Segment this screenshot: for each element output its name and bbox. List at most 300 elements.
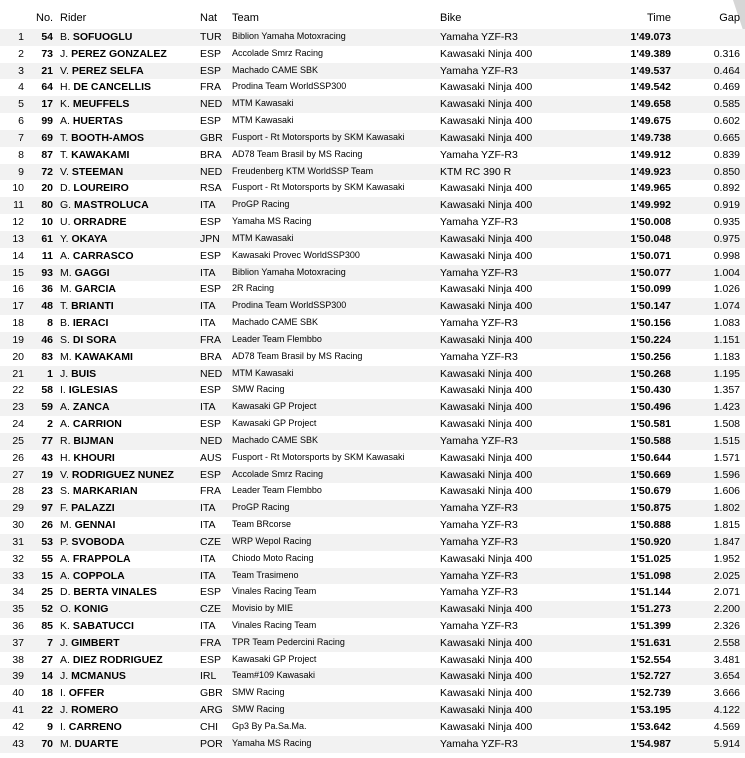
nationality: ESP <box>200 653 222 666</box>
rider-name <box>60 283 116 295</box>
bike-model: Kawasaki Ninja 400 <box>440 704 533 717</box>
position: 40 <box>12 687 24 700</box>
bike-model: Kawasaki Ninja 400 <box>440 636 533 649</box>
rider-initial: A. <box>60 401 70 414</box>
rider-name <box>60 435 114 447</box>
rider-surname: SVOBODA <box>71 535 125 548</box>
bike-model: Yamaha YZF-R3 <box>440 586 518 599</box>
lap-time: 1'50.920 <box>630 535 671 548</box>
rider-surname: PEREZ GONZALEZ <box>71 47 167 60</box>
position: 41 <box>12 704 24 717</box>
table-row <box>0 668 745 685</box>
nationality: CZE <box>200 603 221 616</box>
position: 25 <box>12 434 24 447</box>
nationality: ITA <box>200 266 216 279</box>
bike-model: Kawasaki Ninja 400 <box>440 687 533 700</box>
table-row <box>0 483 745 500</box>
gap-to-leader: 1.026 <box>713 283 740 296</box>
team-name: Freudenberg KTM WorldSSP Team <box>232 165 374 176</box>
table-row <box>0 500 745 517</box>
rider-initial: M. <box>60 350 72 363</box>
lap-time: 1'50.430 <box>630 384 671 397</box>
nationality: NED <box>200 434 223 447</box>
lap-time: 1'50.581 <box>630 418 671 431</box>
position: 19 <box>12 333 24 346</box>
position: 20 <box>12 350 24 363</box>
rider-surname: GARCIA <box>74 283 117 296</box>
rider-surname: STEEMAN <box>71 165 124 178</box>
rider-initial: K. <box>60 98 70 111</box>
lap-time: 1'51.631 <box>630 636 671 649</box>
lap-time: 1'49.658 <box>630 98 671 111</box>
rider-name <box>60 334 117 346</box>
rider-initial: J. <box>60 704 69 717</box>
rider-number: 53 <box>41 535 53 548</box>
nationality: FRA <box>200 485 221 498</box>
position: 24 <box>12 418 24 431</box>
bike-model: Kawasaki Ninja 400 <box>440 552 533 565</box>
position: 28 <box>12 485 24 498</box>
rider-name <box>60 687 104 699</box>
rider-initial: J. <box>60 367 69 380</box>
position: 38 <box>12 653 24 666</box>
nationality: GBR <box>200 131 223 144</box>
rider-surname: KONIG <box>74 603 109 616</box>
rider-initial: I. <box>60 720 66 733</box>
position: 9 <box>18 165 24 178</box>
rider-number: 97 <box>41 502 53 515</box>
rider-initial: T. <box>60 148 69 161</box>
rider-surname: GIMBERT <box>71 636 120 649</box>
position: 11 <box>13 199 24 212</box>
rider-initial: G. <box>60 199 72 212</box>
rider-number: 83 <box>41 350 53 363</box>
nationality: ESP <box>200 115 222 128</box>
team-name: MTM Kawasaki <box>232 115 294 126</box>
nationality: ITA <box>200 502 216 515</box>
bike-model: Yamaha YZF-R3 <box>440 64 518 77</box>
team-name: Accolade Smrz Racing <box>232 47 324 58</box>
table-row <box>0 113 745 130</box>
rider-number: 87 <box>41 148 53 161</box>
rider-name <box>60 48 167 60</box>
rider-surname: DIEZ RODRIGUEZ <box>72 653 163 666</box>
table-row <box>0 517 745 534</box>
position: 43 <box>12 737 24 750</box>
gap-to-leader: 2.200 <box>713 603 740 616</box>
rider-number: 80 <box>41 199 53 212</box>
position: 1 <box>18 31 24 43</box>
team-name: Kawasaki Provec WorldSSP300 <box>232 249 360 260</box>
rider-initial: R. <box>60 434 71 447</box>
gap-to-leader: 1.596 <box>713 468 740 481</box>
rider-surname: IERACI <box>72 317 109 330</box>
lap-time: 1'53.642 <box>630 720 671 733</box>
table-row <box>0 534 745 551</box>
gap-to-leader: 2.071 <box>713 586 740 599</box>
rider-surname: COPPOLA <box>72 569 125 582</box>
table-row <box>0 652 745 669</box>
bike-model: Kawasaki Ninja 400 <box>440 451 533 464</box>
position: 23 <box>12 401 24 414</box>
table-row <box>0 214 745 231</box>
rider-name <box>60 469 174 481</box>
rider-name <box>60 132 144 144</box>
gap-to-leader: 1.847 <box>713 535 740 548</box>
bike-model: Yamaha YZF-R3 <box>440 350 518 363</box>
gap-to-leader: 0.665 <box>713 131 740 144</box>
position: 7 <box>18 131 24 144</box>
lap-time: 1'50.644 <box>630 451 671 464</box>
nationality: ITA <box>200 199 216 212</box>
table-row <box>0 231 745 248</box>
gap-to-leader: 1.606 <box>713 485 740 498</box>
table-row <box>0 568 745 585</box>
team-name: TPR Team Pedercini Racing <box>232 636 345 647</box>
nationality: FRA <box>200 333 221 346</box>
lap-time: 1'50.268 <box>630 367 671 380</box>
lap-time: 1'50.048 <box>630 232 671 245</box>
nationality: ITA <box>200 401 216 414</box>
header-rider: Rider <box>60 12 87 24</box>
table-row <box>0 63 745 80</box>
team-name: WRP Wepol Racing <box>232 535 312 546</box>
rider-surname: LOUREIRO <box>73 182 129 195</box>
team-name: Leader Team Flembbo <box>232 333 322 344</box>
rider-name <box>60 603 108 615</box>
rider-number: 14 <box>41 670 53 683</box>
rider-initial: D. <box>60 182 71 195</box>
rider-surname: GENNAI <box>74 519 116 532</box>
rider-surname: KAWAKAMI <box>74 350 133 363</box>
lap-time: 1'49.537 <box>630 64 671 77</box>
rider-name <box>60 401 110 413</box>
rider-name <box>60 267 110 279</box>
nationality: ARG <box>200 704 223 717</box>
rider-surname: MEUFFELS <box>72 98 130 111</box>
bike-model: Kawasaki Ninja 400 <box>440 653 533 666</box>
rider-surname: CARRENO <box>68 720 122 733</box>
table-row <box>0 79 745 96</box>
table-row <box>0 450 745 467</box>
team-name: ProGP Racing <box>232 502 290 513</box>
gap-to-leader: 0.316 <box>713 47 740 60</box>
rider-surname: MASTROLUCA <box>74 199 149 212</box>
gap-to-leader: 1.083 <box>713 317 740 330</box>
lap-time: 1'52.727 <box>630 670 671 683</box>
table-row <box>0 164 745 181</box>
team-name: Kawasaki GP Project <box>232 418 317 429</box>
rider-number: 10 <box>41 216 53 229</box>
rider-initial: M. <box>60 737 72 750</box>
team-name: 2R Racing <box>232 283 275 294</box>
nationality: ITA <box>200 552 216 565</box>
rider-name <box>60 620 134 632</box>
team-name: Chiodo Moto Racing <box>232 552 314 563</box>
bike-model: Kawasaki Ninja 400 <box>440 300 533 313</box>
nationality: BRA <box>200 350 222 363</box>
team-name: Movisio by MIE <box>232 603 294 614</box>
rider-initial: V. <box>60 468 69 481</box>
table-row <box>0 281 745 298</box>
rider-number: 69 <box>41 131 53 144</box>
table-row <box>0 147 745 164</box>
nationality: ITA <box>200 569 216 582</box>
table-row <box>0 29 745 46</box>
lap-time: 1'50.071 <box>630 249 671 262</box>
team-name: Prodina Team WorldSSP300 <box>232 81 347 92</box>
team-name: MTM Kawasaki <box>232 98 294 109</box>
rider-number: 19 <box>41 468 53 481</box>
position: 42 <box>12 720 24 733</box>
team-name: SMW Racing <box>232 687 285 698</box>
rider-name <box>60 384 118 396</box>
lap-time: 1'49.389 <box>630 47 671 60</box>
position: 29 <box>12 502 24 515</box>
rider-surname: DE CANCELLIS <box>73 81 152 94</box>
rider-initial: V. <box>60 64 69 77</box>
rider-initial: U. <box>60 216 71 229</box>
rider-surname: GAGGI <box>74 266 110 279</box>
bike-model: Kawasaki Ninja 400 <box>440 232 533 245</box>
rider-surname: SOFUOGLU <box>72 31 133 43</box>
rider-name <box>60 31 132 43</box>
bike-model: Kawasaki Ninja 400 <box>440 199 533 212</box>
rider-name <box>60 149 129 161</box>
bike-model: Kawasaki Ninja 400 <box>440 333 533 346</box>
rider-number: 48 <box>41 300 53 313</box>
position: 31 <box>12 535 24 548</box>
rider-name <box>60 519 115 531</box>
nationality: ITA <box>200 300 216 313</box>
rider-surname: BUIS <box>71 367 97 380</box>
gap-to-leader: 0.935 <box>713 216 740 229</box>
rider-name <box>60 166 123 178</box>
rider-name <box>60 65 144 77</box>
team-name: SMW Racing <box>232 384 285 395</box>
team-name: AD78 Team Brasil by MS Racing <box>232 350 363 361</box>
rider-initial: A. <box>60 653 70 666</box>
position: 4 <box>18 81 24 94</box>
rider-surname: OKAYA <box>71 232 108 245</box>
lap-time: 1'49.912 <box>630 148 671 161</box>
rider-number: 23 <box>41 485 53 498</box>
rider-name <box>60 637 120 649</box>
lap-time: 1'50.147 <box>630 300 671 313</box>
position: 32 <box>12 552 24 565</box>
lap-time: 1'53.195 <box>630 704 671 717</box>
position: 10 <box>12 182 24 195</box>
rider-initial: M. <box>60 266 72 279</box>
lap-time: 1'49.738 <box>630 131 671 144</box>
rider-initial: S. <box>60 485 70 498</box>
rider-name <box>60 485 138 497</box>
bike-model: Yamaha YZF-R3 <box>440 535 518 548</box>
rider-name <box>60 216 127 228</box>
lap-time: 1'52.554 <box>630 653 671 666</box>
team-name: Kawasaki GP Project <box>232 653 317 664</box>
rider-name <box>60 570 125 582</box>
gap-to-leader: 1.151 <box>713 333 740 346</box>
nationality: RSA <box>200 182 222 195</box>
header-time: Time <box>646 12 671 24</box>
rider-name <box>60 351 133 363</box>
bike-model: Yamaha YZF-R3 <box>440 31 518 43</box>
rider-surname: CARRASCO <box>72 249 134 262</box>
team-name: Yamaha MS Racing <box>232 737 312 748</box>
header-bike: Bike <box>440 12 462 24</box>
team-name: Gp3 By Pa.Sa.Ma. <box>232 720 307 731</box>
rider-initial: I. <box>60 384 66 397</box>
team-name: MTM Kawasaki <box>232 367 294 378</box>
gap-to-leader: 1.183 <box>713 350 740 363</box>
rider-number: 26 <box>41 519 53 532</box>
table-row <box>0 366 745 383</box>
rider-initial: M. <box>60 519 72 532</box>
nationality: CHI <box>200 720 219 733</box>
table-row <box>0 180 745 197</box>
gap-to-leader: 0.919 <box>713 199 740 212</box>
rider-number: 27 <box>41 653 53 666</box>
rider-initial: H. <box>60 81 71 94</box>
table-row <box>0 601 745 618</box>
gap-to-leader: 0.602 <box>713 115 740 128</box>
position: 16 <box>12 283 24 296</box>
rider-number: 54 <box>41 31 53 43</box>
table-row <box>0 702 745 719</box>
rider-initial: A. <box>60 552 70 565</box>
lap-time: 1'51.098 <box>630 569 671 582</box>
lap-time: 1'50.008 <box>630 216 671 229</box>
position: 2 <box>18 47 24 60</box>
table-row <box>0 315 745 332</box>
rider-surname: RODRIGUEZ NUNEZ <box>71 468 174 481</box>
gap-to-leader: 4.122 <box>713 704 740 717</box>
lap-time: 1'49.992 <box>630 199 671 212</box>
bike-model: KTM RC 390 R <box>440 165 512 178</box>
bike-model: Kawasaki Ninja 400 <box>440 603 533 616</box>
gap-to-leader: 0.585 <box>713 98 740 111</box>
team-name: SMW Racing <box>232 704 285 715</box>
rider-number: 20 <box>41 182 53 195</box>
rider-surname: OFFER <box>68 687 105 700</box>
rider-number: 58 <box>41 384 53 397</box>
rider-name <box>60 317 108 329</box>
header-team: Team <box>232 12 259 24</box>
table-row <box>0 736 745 753</box>
bike-model: Kawasaki Ninja 400 <box>440 401 533 414</box>
nationality: NED <box>200 165 223 178</box>
rider-initial: V. <box>60 165 69 178</box>
rider-initial: O. <box>60 603 72 616</box>
rider-number: 72 <box>41 165 53 178</box>
rider-number: 93 <box>41 266 53 279</box>
gap-to-leader: 1.952 <box>713 552 740 565</box>
rider-surname: BERTA VINALES <box>73 586 157 599</box>
lap-time: 1'50.224 <box>630 333 671 346</box>
rider-surname: MARKARIAN <box>72 485 138 498</box>
rider-initial: T. <box>60 300 69 313</box>
gap-to-leader: 1.571 <box>713 451 740 464</box>
team-name: Fusport - Rt Motorsports by SKM Kawasaki <box>232 451 405 462</box>
bike-model: Kawasaki Ninja 400 <box>440 367 533 380</box>
position: 27 <box>12 468 24 481</box>
rider-number: 46 <box>41 333 53 346</box>
gap-to-leader: 2.558 <box>713 636 740 649</box>
rider-number: 11 <box>41 249 53 262</box>
table-row <box>0 399 745 416</box>
nationality: POR <box>200 737 223 750</box>
gap-to-leader: 3.654 <box>713 670 740 683</box>
table-row <box>0 618 745 635</box>
lap-time: 1'49.073 <box>630 31 671 43</box>
rider-name <box>60 199 149 211</box>
rider-name <box>60 98 129 110</box>
rider-name <box>60 300 114 312</box>
header-nat: Nat <box>200 12 218 24</box>
table-row <box>0 298 745 315</box>
table-row <box>0 635 745 652</box>
bike-model: Yamaha YZF-R3 <box>440 148 518 161</box>
rider-surname: DI SORA <box>72 333 117 346</box>
table-row <box>0 248 745 265</box>
nationality: JPN <box>200 232 220 245</box>
rider-name <box>60 368 96 380</box>
bike-model: Yamaha YZF-R3 <box>440 434 518 447</box>
rider-initial: J. <box>60 636 69 649</box>
team-name: Vinales Racing Team <box>232 586 317 597</box>
rider-name <box>60 502 115 514</box>
gap-to-leader: 0.850 <box>713 165 740 178</box>
nationality: NED <box>200 367 223 380</box>
rider-surname: MCMANUS <box>71 670 126 683</box>
bike-model: Kawasaki Ninja 400 <box>440 384 533 397</box>
table-row <box>0 197 745 214</box>
gap-to-leader: 1.815 <box>713 519 740 532</box>
team-name: Vinales Racing Team <box>232 619 317 630</box>
rider-number: 8 <box>47 317 53 330</box>
gap-to-leader: 1.423 <box>713 401 740 414</box>
rider-surname: HUERTAS <box>72 115 123 128</box>
rider-number: 73 <box>41 47 53 60</box>
lap-time: 1'50.888 <box>630 519 671 532</box>
position: 5 <box>18 98 24 111</box>
team-name: Fusport - Rt Motorsports by SKM Kawasaki <box>232 182 405 193</box>
table-row <box>0 433 745 450</box>
nationality: GBR <box>200 687 223 700</box>
rider-initial: F. <box>60 502 69 515</box>
nationality: TUR <box>200 31 222 43</box>
rider-initial: P. <box>60 535 69 548</box>
rider-number: 7 <box>47 636 53 649</box>
team-name: Machado CAME SBK <box>232 64 319 75</box>
gap-to-leader: 3.666 <box>713 687 740 700</box>
rider-surname: BOOTH-AMOS <box>71 131 145 144</box>
rider-surname: BRIANTI <box>71 300 114 313</box>
table-row <box>0 130 745 147</box>
nationality: BRA <box>200 148 222 161</box>
nationality: ESP <box>200 468 222 481</box>
gap-to-leader: 0.975 <box>713 232 740 245</box>
rider-initial: B. <box>60 31 70 43</box>
table-header <box>0 12 745 28</box>
rider-initial: A. <box>60 115 70 128</box>
rider-name <box>60 81 151 93</box>
rider-surname: KAWAKAMI <box>71 148 130 161</box>
rider-initial: B. <box>60 317 70 330</box>
rider-name <box>60 553 131 565</box>
rider-name <box>60 670 126 682</box>
